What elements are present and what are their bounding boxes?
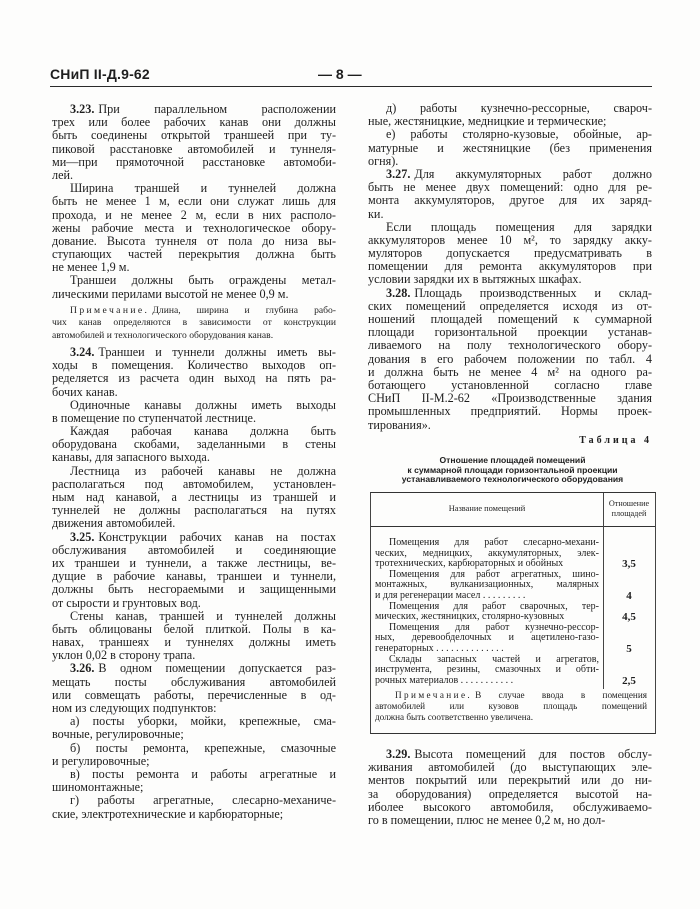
row-text-line: Помещения для работ агрегатных, шино- xyxy=(389,568,599,580)
section-number: 3.26. xyxy=(70,661,95,676)
line-text: ские, электротехнические и карбюраторные; xyxy=(52,806,284,821)
text-line xyxy=(368,419,652,432)
row-text-line: мических, жестяницких, столярно-кузовных xyxy=(375,611,565,623)
table-row xyxy=(375,570,599,602)
paragraph xyxy=(52,182,336,274)
line-text: лическими перилами высотой не менее 0,9 м. xyxy=(52,286,289,301)
table-title-line: Отношение площадей помещений xyxy=(439,455,586,465)
paragraph xyxy=(52,425,336,465)
line-text: ских помещений определяется исходя из от- xyxy=(368,298,652,313)
line-text: дование. Высота туннеля от пола до низа вы- xyxy=(52,233,336,248)
line-text: автомобилей или кузовов площадь помещений xyxy=(375,701,647,711)
row-text-line: ных, деревообделочных и ацетилено-газо- xyxy=(375,632,599,644)
line-text: ливаемого на полу технологического обору- xyxy=(368,338,652,353)
paragraph xyxy=(52,399,336,425)
paragraph xyxy=(368,102,652,128)
table-title xyxy=(370,456,655,485)
line-text: от сырости и грунтовых вод. xyxy=(52,595,201,610)
line-text: матурные и жестяницкие (без применения xyxy=(368,140,652,155)
line-text: в помещение по ступенчатой лестнице. xyxy=(52,410,256,425)
line-text: быть не менее двух помещений: одно для ре- xyxy=(368,180,652,195)
area-ratio-value: 5 xyxy=(626,643,632,655)
line-text: и регулировочные; xyxy=(52,753,150,768)
header-area-ratio xyxy=(603,499,655,518)
row-text-line: рочных материалов . . . . . . . . . . . xyxy=(375,674,514,686)
line-text: Траншеи должны быть ограждены метал- xyxy=(70,273,336,288)
line-text: площади горизонтальной проекции устанав- xyxy=(368,325,652,340)
text-line xyxy=(368,142,652,155)
paragraph xyxy=(52,465,336,531)
area-ratio-value: 2,5 xyxy=(622,674,636,687)
header-ratio-line: площадей xyxy=(611,508,647,518)
right-column xyxy=(368,102,652,432)
area-ratio-value: 3,5 xyxy=(622,558,636,571)
row-text-line: Помещения для работ слесарно-механи- xyxy=(389,537,599,548)
line-text: дущие в рабочие канавы, траншеи и туннели, xyxy=(52,569,336,584)
row-text-line: Склады запасных частей и агрегатов, xyxy=(389,653,599,665)
line-text: уклон 0,02 в сторону трапа. xyxy=(52,648,196,663)
table-body xyxy=(375,538,599,686)
row-text-line: генераторных . . . . . . . . . . . . . . xyxy=(375,642,504,654)
line-text: мещать посты обслуживания автомобилей xyxy=(52,674,336,689)
row-text-line: Помещения для работ сварочных, тер- xyxy=(389,600,599,612)
line-text: оборудована скобами, заделанными в стены xyxy=(52,437,336,452)
paragraph xyxy=(368,221,652,287)
line-text: ным над канавой, а лестницы из траншей и xyxy=(52,490,336,505)
line-text: го в помещении, плюс не менее 0,2 м, но дол- xyxy=(368,812,606,827)
line-text: Площадь производственных и склад- xyxy=(414,285,652,300)
text-line xyxy=(52,305,336,317)
table-row xyxy=(375,602,599,623)
line-text: аккумуляторов менее 10 м², то зарядку акку- xyxy=(368,232,652,247)
line-text: быть соединены открытой траншеей при ту- xyxy=(52,128,336,143)
paragraph xyxy=(52,768,336,794)
line-text: Стены канав, траншей и туннелей должны xyxy=(70,608,336,623)
line-text: живания автомобилей (до выступающих эле- xyxy=(368,760,652,775)
section-number: 3.27. xyxy=(386,166,411,181)
line-text: Лестница из рабочей канавы не должна xyxy=(70,463,336,478)
line-text: обслуживания автомобилей и соединяющие xyxy=(52,542,336,557)
text-line xyxy=(52,808,336,821)
line-text: ми—при прямоточной расстановке автомоби- xyxy=(52,154,336,169)
line-text: ки. xyxy=(368,206,384,221)
document-code: СНиП II-Д.9-62 xyxy=(50,66,150,82)
text-line xyxy=(368,194,652,207)
note-label: Примечание. xyxy=(395,690,473,700)
line-text: тирования». xyxy=(368,417,431,432)
line-text: располагаться под автомобилем, установлен- xyxy=(52,476,336,491)
paragraph-3-29 xyxy=(368,748,652,827)
page-number: — 8 — xyxy=(318,66,362,82)
line-text: жены рабочие места и технологическое обору- xyxy=(52,220,336,235)
row-text-line: инструмента, резины, смазочных и обти- xyxy=(375,664,599,676)
line-text: ном из следующих подпунктов: xyxy=(52,701,217,716)
line-text: и должна быть не менее 4 м² на одного ра- xyxy=(368,364,652,379)
table-caption: Таблица 4 xyxy=(579,435,652,446)
table-header-row xyxy=(371,493,655,527)
row-text-line: Помещения для работ кузнечно-рессор- xyxy=(389,621,599,633)
line-text: за оборудования) определяется высотой на- xyxy=(368,786,652,801)
line-text: чих канав определяются в зависимости от конструкции xyxy=(52,317,336,329)
text-line xyxy=(368,814,652,827)
area-ratio-value: 4 xyxy=(626,590,632,602)
header-room-name: Название помещений xyxy=(448,504,526,513)
paragraph xyxy=(52,794,336,820)
header-rule xyxy=(50,86,652,87)
line-text: ные, жестяницкие, медницкие и термические; xyxy=(368,114,607,129)
row-text-line: ческих, медницких, аккумуляторных, элек- xyxy=(375,547,599,559)
line-text: канавы, для запасного выхода. xyxy=(52,450,210,465)
table-row xyxy=(375,538,599,570)
text-line xyxy=(375,712,647,723)
text-line xyxy=(52,317,336,329)
paragraph xyxy=(368,748,652,827)
line-text: монта аккумуляторов, другое для их заряд- xyxy=(368,193,652,208)
line-text: в) посты ремонта и работы агрегатные и xyxy=(70,766,336,781)
paragraph xyxy=(52,742,336,768)
paragraph xyxy=(52,103,336,182)
text-line xyxy=(375,701,647,712)
line-text: автомобилей и технологического оборудования канав. xyxy=(52,329,274,341)
line-text: иболее высокого автомобиля, обслуживаемо- xyxy=(368,799,652,814)
paragraph xyxy=(375,690,647,723)
line-text: ходы в помещения. Количество выходов оп- xyxy=(52,358,336,373)
row-text-line: монтажных, вулканизационных, малярных xyxy=(375,579,599,591)
line-text: Если площадь помещения для зарядки xyxy=(386,219,652,234)
line-text: должны быть несгораемыми и защищенными xyxy=(52,582,336,597)
line-text: вочные, регулировочные; xyxy=(52,727,184,742)
line-text: б) посты ремонта, крепежные, смазочные xyxy=(70,740,336,755)
line-text: пиковой расстановке автомобилей и туннеля- xyxy=(52,141,336,156)
line-text: Длина, ширина и глубина рабо- xyxy=(152,304,336,316)
line-text: их траншеи и туннели, а также лестницы, ве- xyxy=(52,555,336,570)
text-line xyxy=(52,156,336,169)
line-text: помещении для ремонта аккумуляторов при xyxy=(368,259,652,274)
line-text: промышленных предприятий. Нормы проек- xyxy=(368,404,652,419)
header-ratio-line: Отношение xyxy=(608,499,650,508)
note-label: Примечание. xyxy=(70,304,150,316)
section-number: 3.28. xyxy=(386,285,411,300)
row-text-line: и для регенерации масел . . . . . . . . . xyxy=(375,589,526,601)
section-number: 3.23. xyxy=(70,102,95,116)
line-text: трех или более рабочих канав они должны xyxy=(52,115,336,130)
line-text: лей. xyxy=(52,167,74,182)
paragraph xyxy=(52,274,336,300)
line-text: Высота помещений для постов обслу- xyxy=(414,747,652,761)
line-text: прохода, и не менее 2 м, если в них располо- xyxy=(52,207,336,222)
line-text: е) работы столярно-кузовые, обойные, ар- xyxy=(386,127,652,142)
note xyxy=(52,305,336,342)
text-line xyxy=(52,330,336,342)
line-text: Одиночные канавы должны иметь выходы xyxy=(70,397,336,412)
paragraph xyxy=(52,610,336,663)
paragraph xyxy=(368,168,652,221)
section-number: 3.24. xyxy=(70,344,95,359)
line-text: Траншеи и туннели должны иметь вы- xyxy=(98,344,336,359)
line-text: Конструкции рабочих канав на постах xyxy=(98,529,336,544)
table-row xyxy=(375,623,599,655)
table-row xyxy=(375,655,599,687)
paragraph xyxy=(368,287,652,432)
line-text: ступающих частей перекрытия должна быть xyxy=(52,247,336,262)
line-text: бочих канав. xyxy=(52,384,118,399)
left-column xyxy=(52,103,336,821)
line-text: г) работы агрегатные, слесарно-механиче- xyxy=(70,793,336,808)
paragraph xyxy=(52,346,336,399)
line-text: туннелей не должны располагаться на путях xyxy=(52,503,336,518)
section-number: 3.25. xyxy=(70,529,95,544)
line-text: шиномонтажные; xyxy=(52,780,144,795)
paragraph xyxy=(52,531,336,610)
line-text: При параллельном расположении xyxy=(98,102,336,116)
table-note xyxy=(375,690,647,723)
paragraph xyxy=(52,662,336,715)
table-title-line: к суммарной площади горизонтальной проекции xyxy=(407,464,618,475)
area-ratio-value: 4,5 xyxy=(622,611,636,624)
line-text: огня). xyxy=(368,153,399,168)
ratio-table xyxy=(370,492,656,734)
line-text: навах, траншеях и туннелях должны иметь xyxy=(52,635,336,650)
paragraph xyxy=(368,128,652,168)
line-text: должна быть соответственно увеличена. xyxy=(375,712,533,722)
line-text: СНиП II-М.2-62 «Производственные здания xyxy=(368,391,652,406)
line-text: ботающего установленной согласно главе xyxy=(368,377,652,392)
line-text: ментов покрытий или перекрытий или до ни- xyxy=(368,773,652,788)
row-text-line: тротехнических, карбюраторных и обойных xyxy=(375,558,564,570)
line-text: а) посты уборки, мойки, крепежные, сма- xyxy=(70,714,336,729)
table-title-line: устанавливаемого технологического оборудования xyxy=(401,474,624,485)
line-text: Каждая рабочая канава должна быть xyxy=(70,424,336,439)
line-text: муляторов допускается предусматривать в xyxy=(368,246,652,261)
line-text: или совмещать работы, перечисленные в од- xyxy=(52,687,336,702)
line-text: быть облицованы белой плиткой. Полы в ка- xyxy=(52,621,336,636)
line-text: быть не менее 1 м, если они служат лишь для xyxy=(52,194,336,209)
line-text: В случае ввода в помещения xyxy=(475,690,647,700)
section-number: 3.29. xyxy=(386,747,411,761)
text-line xyxy=(52,288,336,301)
text-line xyxy=(375,690,647,701)
line-text: дования в его рабочем положении по табл. 4 xyxy=(368,351,652,366)
line-text: движения автомобилей. xyxy=(52,516,176,531)
line-text: ределяется из расчета один выход на пять ра- xyxy=(52,371,336,386)
line-text: Ширина траншей и туннелей должна xyxy=(70,181,336,196)
line-text: ношений площадей помещений к суммарной xyxy=(368,312,652,326)
line-text: д) работы кузнечно-рессорные, свароч- xyxy=(386,101,652,115)
paragraph xyxy=(52,715,336,741)
line-text: Для аккумуляторных работ должно xyxy=(414,166,652,181)
line-text: условии зарядки их в вытяжных шкафах. xyxy=(368,272,582,287)
line-text: не менее 1,9 м. xyxy=(52,260,130,275)
line-text: В одном помещении допускается раз- xyxy=(98,661,336,676)
